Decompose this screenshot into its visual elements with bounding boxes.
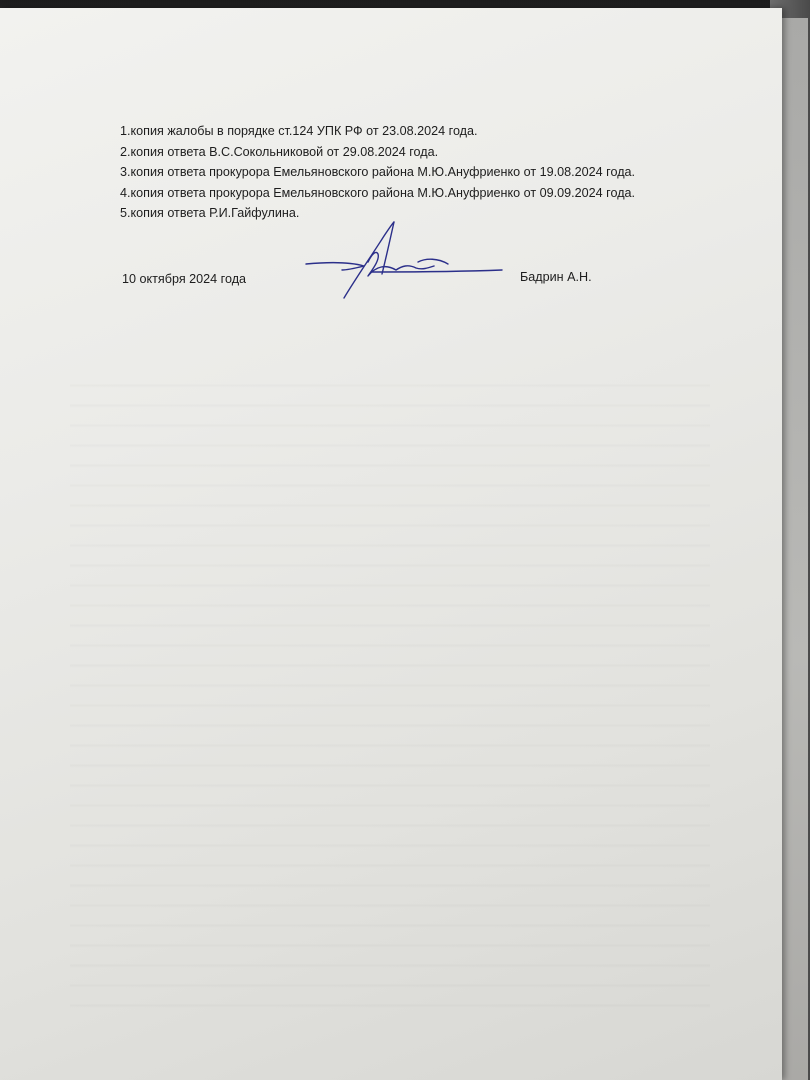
attachment-item: 2.копия ответа В.С.Сокольниковой от 29.08.2024 года. (120, 144, 439, 159)
attachment-item: 3.копия ответа прокурора Емельяновского района М.Ю.Ануфриенко от 19.08.2024 года. (120, 165, 636, 180)
attachment-item: 1.копия жалобы в порядке ст.124 УПК РФ от 23.08.2024 года. (120, 124, 478, 138)
reverse-side-bleed (70, 368, 710, 1008)
signature-date: 10 октября 2024 года (122, 272, 247, 286)
handwritten-signature (298, 218, 508, 304)
attachments-list (120, 121, 740, 224)
signatory-name: Бадрин А.Н. (520, 270, 592, 284)
attachment-item: 4.копия ответа прокурора Емельяновского района М.Ю.Ануфриенко от 09.09.2024 года. (120, 185, 636, 200)
attachment-item: 5.копия ответа Р.И.Гайфулина. (120, 206, 300, 221)
